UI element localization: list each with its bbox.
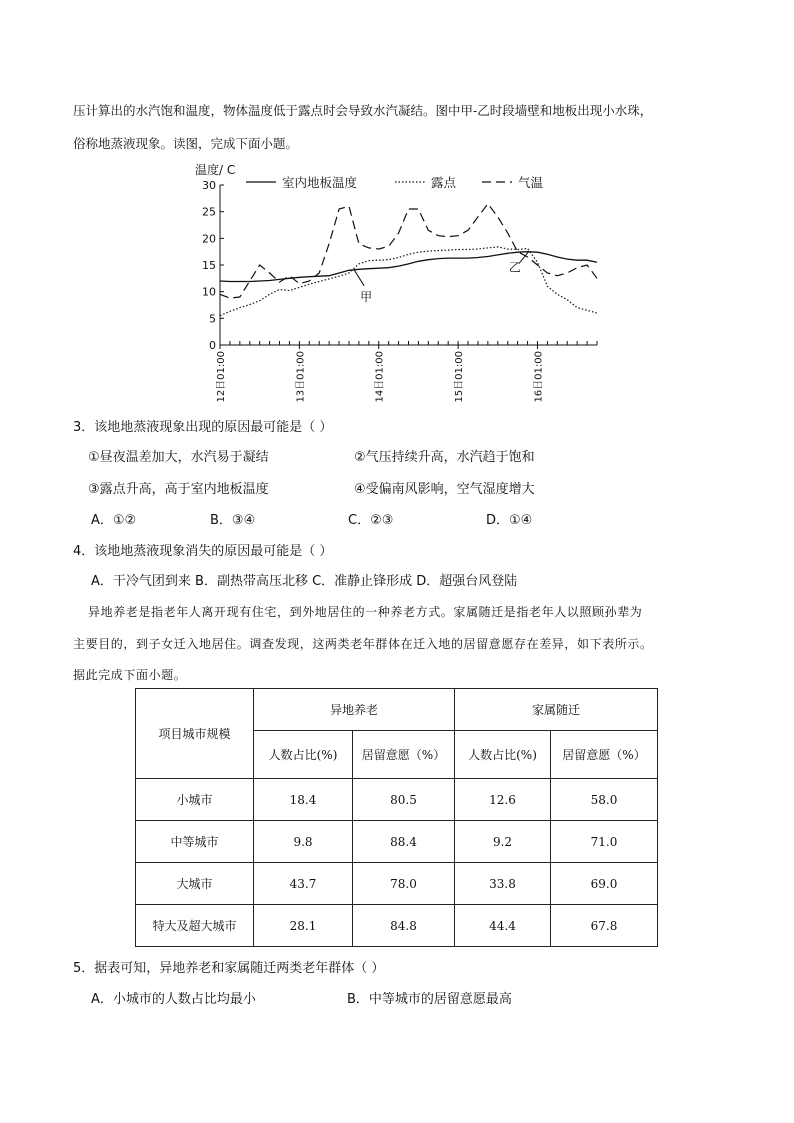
table-cell: 18.4 — [254, 779, 353, 821]
y-tick-label: 0 — [209, 339, 216, 352]
temperature-chart — [190, 160, 610, 410]
x-tick-label: 16日01:00 — [533, 351, 545, 403]
q5-option-a[interactable]: A．小城市的人数占比均最小 — [91, 992, 256, 1007]
series-line-3 — [220, 204, 597, 298]
table-row — [136, 779, 658, 821]
chart-series — [220, 204, 597, 316]
table-cell: 69.0 — [551, 863, 658, 905]
y-tick-label: 25 — [202, 205, 216, 219]
passage-line-3: 据此完成下面小题。 — [73, 668, 187, 682]
chart-legend — [246, 175, 544, 190]
table-cell: 67.8 — [551, 905, 658, 947]
y-tick-label: 20 — [202, 232, 216, 246]
q3-option-b[interactable]: B．③④ — [210, 513, 256, 528]
chart-ticks — [202, 179, 597, 403]
series-line-1 — [220, 252, 597, 282]
table-cell-city: 特大及超大城市 — [136, 905, 254, 947]
y-axis-label: 温度/ C — [195, 163, 236, 177]
table-cell: 9.8 — [254, 821, 353, 863]
q3-option-c[interactable]: C．②③ — [348, 513, 394, 528]
q5-option-b[interactable]: B．中等城市的居留意愿最高 — [347, 992, 512, 1007]
q3-stem: 3．该地地蒸液现象出现的原因最可能是（ ） — [73, 420, 333, 435]
data-table — [135, 688, 658, 947]
table-subheader: 居留意愿（%） — [353, 731, 455, 779]
table-cell: 12.6 — [455, 779, 551, 821]
table-subheader: 居留意愿（%） — [551, 731, 658, 779]
y-tick-label: 10 — [202, 285, 216, 299]
legend-label: 露点 — [431, 175, 457, 190]
x-tick-label: 13日01:00 — [295, 351, 307, 403]
y-tick-label: 15 — [202, 259, 216, 272]
y-tick-label: 5 — [209, 312, 216, 326]
table-corner-header: 项目城市规模 — [136, 689, 254, 779]
table-subheader: 人数占比(%) — [455, 731, 551, 779]
table-row — [136, 905, 658, 947]
y-tick-label: 30 — [202, 179, 216, 192]
intro-line-1: 压计算出的水汽饱和温度，物体温度低于露点时会导致水汽凝结。图中甲-乙时段墙壁和地板出现小水珠， — [73, 103, 653, 118]
table-cell: 71.0 — [551, 821, 658, 863]
table-cell: 78.0 — [353, 863, 455, 905]
annotation-label: 乙 — [508, 260, 521, 275]
table-cell-city: 大城市 — [136, 863, 254, 905]
table-row — [136, 821, 658, 863]
annotation-pointer — [354, 270, 364, 286]
table-cell: 43.7 — [254, 863, 353, 905]
passage-line-1: 异地养老是指老年人离开现有住宅，到外地居住的一种养老方式。家属随迁是指老年人以照顾孙辈为 — [88, 605, 643, 619]
table-cell: 33.8 — [455, 863, 551, 905]
table-cell-city: 小城市 — [136, 779, 254, 821]
table-cell: 80.5 — [353, 779, 455, 821]
q5-stem: 5．据表可知，异地养老和家属随迁两类老年群体（ ） — [73, 961, 385, 976]
x-tick-label: 14日01:00 — [374, 351, 386, 403]
table-cell: 28.1 — [254, 905, 353, 947]
table-row — [136, 863, 658, 905]
legend-label: 室内地板温度 — [282, 175, 358, 190]
table-group-header-1: 异地养老 — [254, 689, 455, 731]
q3-option-d[interactable]: D．①④ — [486, 513, 533, 528]
q4-options[interactable]: A．干冷气团到来 B．副热带高压北移 C．准静止锋形成 D．超强台风登陆 — [91, 574, 518, 589]
q3-statement-3: ③露点升高，高于室内地板温度 — [88, 482, 269, 497]
q3-statement-2: ②气压持续升高，水汽趋于饱和 — [354, 450, 535, 465]
q4-stem: 4．该地地蒸液现象消失的原因最可能是（ ） — [73, 544, 333, 559]
table-cell: 9.2 — [455, 821, 551, 863]
x-tick-label: 12日01:00 — [216, 351, 227, 403]
table-subheader: 人数占比(%) — [254, 731, 353, 779]
annotation-label: 甲 — [360, 289, 373, 304]
table-group-header-2: 家属随迁 — [455, 689, 658, 731]
table-cell: 44.4 — [455, 905, 551, 947]
intro-line-2: 俗称地蒸液现象。读图，完成下面小题。 — [73, 136, 299, 151]
chart-annotations — [354, 252, 529, 304]
table-cell: 58.0 — [551, 779, 658, 821]
series-line-2 — [220, 247, 597, 316]
table-cell: 84.8 — [353, 905, 455, 947]
q3-statement-4: ④受偏南风影响，空气湿度增大 — [354, 482, 535, 497]
legend-label: 气温 — [518, 175, 544, 190]
q3-option-a[interactable]: A．①② — [91, 513, 137, 528]
table-cell: 88.4 — [353, 821, 455, 863]
table-cell-city: 中等城市 — [136, 821, 254, 863]
passage-line-2: 主要目的，到子女迁入地居住。调查发现，这两类老年群体在迁入地的居留意愿存在差异，如下表所示。 — [73, 637, 653, 651]
q3-statement-1: ①昼夜温差加大，水汽易于凝结 — [88, 450, 269, 465]
x-tick-label: 15日01:00 — [454, 351, 466, 403]
